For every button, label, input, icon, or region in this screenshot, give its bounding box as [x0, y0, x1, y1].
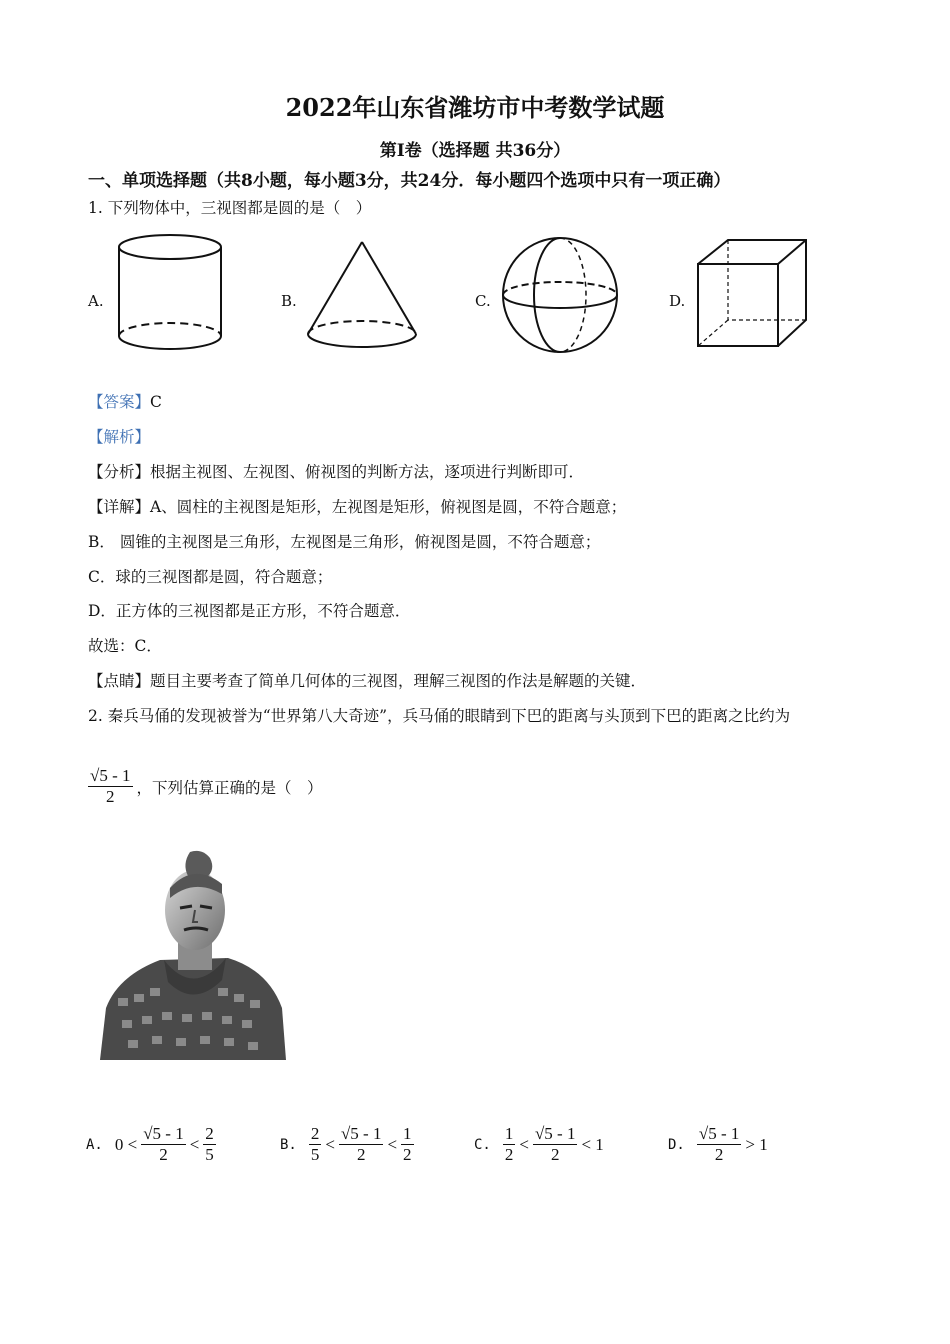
q1-detail-line-c: C．球的三视图都是圆，符合题意； [88, 568, 333, 586]
terracotta-warrior-image [98, 848, 288, 1063]
cylinder-figure [112, 232, 228, 356]
section-subtitle: 第Ⅰ卷（选择题 共36分） [379, 141, 571, 161]
page-title: 2022年山东省潍坊市中考数学试题 [285, 93, 665, 122]
q1-answer [88, 390, 162, 412]
q2-option-a: A. 0 < $\frac{√5 - 1}{2}$ < $\frac{2}{5}$ [86, 1124, 214, 1164]
q1-option-c-label: C. [475, 292, 491, 310]
analysis-tag: 【解析】 [88, 428, 151, 446]
cube-figure [694, 236, 812, 352]
q1-stem: 1. 下列物体中，三视图都是圆的是（ ） [88, 199, 372, 217]
q1-detail-line-a: 【详解】A、圆柱的主视图是矩形，左视图是矩形，俯视图是圆，不符合题意； [88, 498, 627, 516]
sphere-figure [498, 236, 622, 356]
q1-option-b-label: B. [281, 292, 297, 310]
section-heading: 一、单项选择题（共8小题，每小题3分，共24分．每小题四个选项中只有一项正确） [88, 171, 731, 191]
q2-option-d: D. $\frac{√5 - 1}{2}$ > 1 [668, 1124, 768, 1164]
q1-detail-line-b: B． 圆锥的主视图是三角形，左视图是三角形，俯视图是圆，不符合题意； [88, 533, 601, 551]
q2-stem: 2. 秦兵马俑的发现被誉为“世界第八大奇迹”，兵马俑的眼睛到下巴的距离与头顶到下巴的距离之比约为 [88, 707, 791, 725]
q1-conclusion: 故选：C． [88, 637, 162, 655]
cone-figure [302, 238, 422, 356]
q2-stem-fraction-line [88, 766, 323, 807]
answer-tag: 【答案】 [88, 393, 151, 411]
q2-stem-tail: ，下列估算正确的是（ ） [136, 778, 323, 797]
q2-option-b: B. $\frac{2}{5}$ < $\frac{√5 - 1}{2}$ < $\frac{1}{2}$ [280, 1124, 412, 1164]
q1-option-d-label: D. [669, 292, 686, 310]
q1-analysis-line-1: 【分析】根据主视图、左视图、俯视图的判断方法，逐项进行判断即可． [88, 463, 585, 481]
q1-detail-line-d: D．正方体的三视图都是正方形，不符合题意． [88, 602, 411, 620]
q1-option-a-label: A. [88, 292, 104, 310]
ratio-fraction: $\frac{√5 - 1}{2}$ [90, 766, 131, 806]
q1-comment: 【点睛】题目主要考查了简单几何体的三视图，理解三视图的作法是解题的关键． [88, 672, 647, 690]
q2-option-c: C. $\frac{1}{2}$ < $\frac{√5 - 1}{2}$ < 1 [474, 1124, 604, 1164]
answer-value: C [150, 393, 162, 411]
